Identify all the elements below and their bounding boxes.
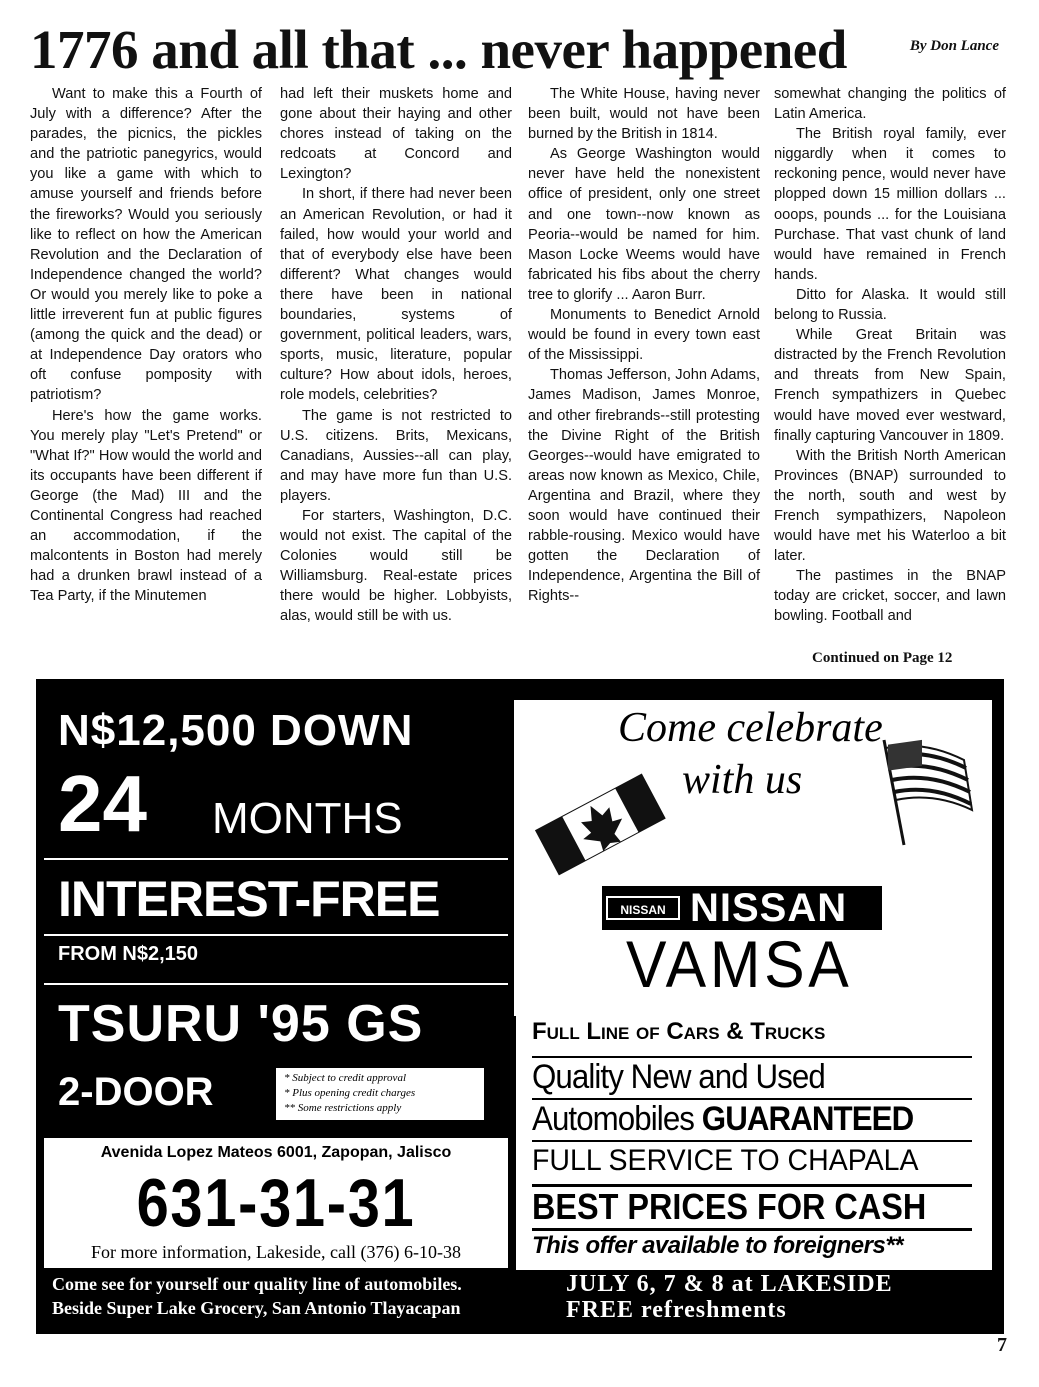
ad-footer-left [52, 1272, 462, 1320]
fine-print-line: ** Some restrictions apply [284, 1102, 402, 1114]
months-label: MONTHS [212, 794, 403, 843]
paragraph: had left their muskets home and gone about their haying and other chores instead of taking on the redcoats at Concord and Lexington? [280, 86, 512, 183]
paragraph: Here's how the game works. You merely play "Let's Pretend" or "What If?" How would the world and its occupants have been different if George (the Mad) III and the Continental Congress had reached an accommodation, if the malcontents in Boston had merely had a drunken brawl instead of a Tea Party, if the Minutemen [30, 407, 262, 605]
phone-number: 631-31-31 [136, 1165, 416, 1241]
full-line: Full Line of Cars & Trucks [532, 1018, 826, 1045]
headline: 1776 and all that ... never happened [30, 19, 847, 80]
paragraph: In short, if there had never been an American Revolution, or had it failed, how would your world and that of everybody else have been different? What changes would there have been in national boundaries, systems of government, political leaders, wars, sports, music, literature, popular culture? How about idols, heroes, role models, celebrities? [280, 186, 512, 404]
quality-line: Quality New and Used [532, 1058, 825, 1096]
paragraph: Monuments to Benedict Arnold would be found in every town east of the Mississippi. [528, 307, 760, 364]
footer-line: Come see for yourself our quality line of automobiles. [52, 1274, 462, 1294]
car-model: TSURU '95 GS [58, 995, 424, 1053]
divider [532, 1140, 972, 1142]
paragraph: As George Washington would never have held the nonexistent office of president, only one street and one town--now known as Peoria--would be named for him. Mason Locke Weems would have fabricated his fibs about the cherry tree to glorify ... Aaron Burr. [528, 146, 760, 303]
paragraph: somewhat changing the politics of Latin America. [774, 86, 1006, 123]
paragraph: With the British North American Provinces (BNAP) surrounded to the north, south and west by French sympathizers, Napoleon would have met his Waterloo a bit later. [774, 447, 1006, 565]
automobiles-text: Automobiles [532, 1100, 702, 1138]
months-number: 24 [58, 759, 147, 848]
paragraph: The game is not restricted to U.S. citizens. Brits, Mexicans, Canadians, Aussies--all can play, and may have more fun than U.S. players. [280, 407, 512, 504]
paragraph: Thomas Jefferson, John Adams, James Madison, James Monroe, and other firebrands--still protesting the Divine Right of the British Georges--would have emigrated to areas now known as Mexico, Chile, Argentina and Brazil, where they soon would have continued their rabble-rousing. Mexico would have gotten the Declaration of Independence, Argentina the Bill of Rights-- [528, 367, 760, 605]
footer-line: Beside Super Lake Grocery, San Antonio Tlayacapan [52, 1298, 461, 1318]
article-column-3 [528, 84, 760, 606]
paragraph: Ditto for Alaska. It would still belong to Russia. [774, 286, 1006, 324]
refreshments: FREE refreshments [566, 1297, 787, 1323]
paragraph: The White House, having never been built, would not have been burned by the British in 1814. [528, 86, 760, 143]
interest-free: INTEREST-FREE [58, 871, 440, 927]
divider [532, 1228, 972, 1231]
us-flag-icon [864, 730, 984, 850]
event-dates: JULY 6, 7 & 8 at LAKESIDE [566, 1271, 893, 1297]
ad-dealer-panel [514, 700, 992, 1270]
paragraph: The pastimes in the BNAP today are cricket, soccer, and lawn bowling. Football and [774, 568, 1006, 625]
divider [44, 858, 508, 860]
guaranteed-line [532, 1100, 913, 1139]
article-column-1 [30, 84, 262, 606]
offer-line: This offer available to foreigners** [532, 1232, 904, 1259]
door-count: 2-DOOR [58, 1070, 214, 1114]
page-number: 7 [997, 1334, 1007, 1356]
celebrate-subheading: with us [682, 757, 803, 803]
from-price: FROM N$2,150 [58, 943, 199, 965]
more-info: For more information, Lakeside, call (376) 6-10-38 [91, 1242, 461, 1262]
celebrate-heading: Come celebrate [618, 705, 883, 751]
article-column-4 [774, 84, 1006, 627]
service-line: FULL SERVICE TO CHAPALA [532, 1144, 919, 1177]
down-payment: N$12,500 DOWN [58, 706, 414, 755]
ad-footer-right [566, 1271, 893, 1323]
paragraph: For starters, Washington, D.C. would not exist. The capital of the Colonies would still be Williamsburg. Real-estate prices there would be higher. Lobbyists, alas, would still be with us. [280, 507, 512, 625]
brand-name: NISSAN [690, 886, 848, 930]
divider [44, 934, 508, 936]
article-column-2 [280, 84, 512, 627]
best-prices: BEST PRICES FOR CASH [532, 1186, 927, 1227]
divider [44, 983, 508, 985]
fine-print-line: * Plus opening credit charges [284, 1087, 416, 1099]
byline: By Don Lance [909, 38, 999, 54]
paragraph: Want to make this a Fourth of July with a difference? After the parades, the picnics, the pickles and the patriotic panegyrics, would you like a game with which to amuse yourself and friends before the fireworks? Would you seriously like to reflect on how the American Revolution and the Declaration of Independence changed the world? Or would you merely like to poke a little irreverent fun at public figures (among the quick and the dead) or at Independence Day orators who oft confuse pomposity with patriotism? [30, 86, 262, 404]
fine-print-line: * Subject to credit approval [284, 1072, 406, 1084]
dealer-name: VAMSA [626, 927, 853, 1001]
canada-flag-icon [518, 760, 678, 880]
paragraph: The British royal family, ever niggardly when it comes to reckoning pence, would never have plopped down 15 million dollars ... ooops, pounds ... for the Louisiana Purchase. That vast chunk of land would have remained in French hands. [774, 126, 1006, 283]
guaranteed-text: GUARANTEED [701, 1100, 914, 1138]
dealer-address: Avenida Lopez Mateos 6001, Zapopan, Jalisco [100, 1144, 452, 1161]
paragraph: While Great Britain was distracted by the French Revolution and threats from New Spain, French sympathizers in Quebec would have moved ever westward, finally capturing Vancouver in 1809. [774, 327, 1006, 444]
fine-print [276, 1068, 484, 1120]
continued-note: Continued on Page 12 [812, 650, 953, 666]
nissan-logo-badge: NISSAN [606, 896, 680, 920]
ad-contact-panel [44, 1138, 508, 1268]
